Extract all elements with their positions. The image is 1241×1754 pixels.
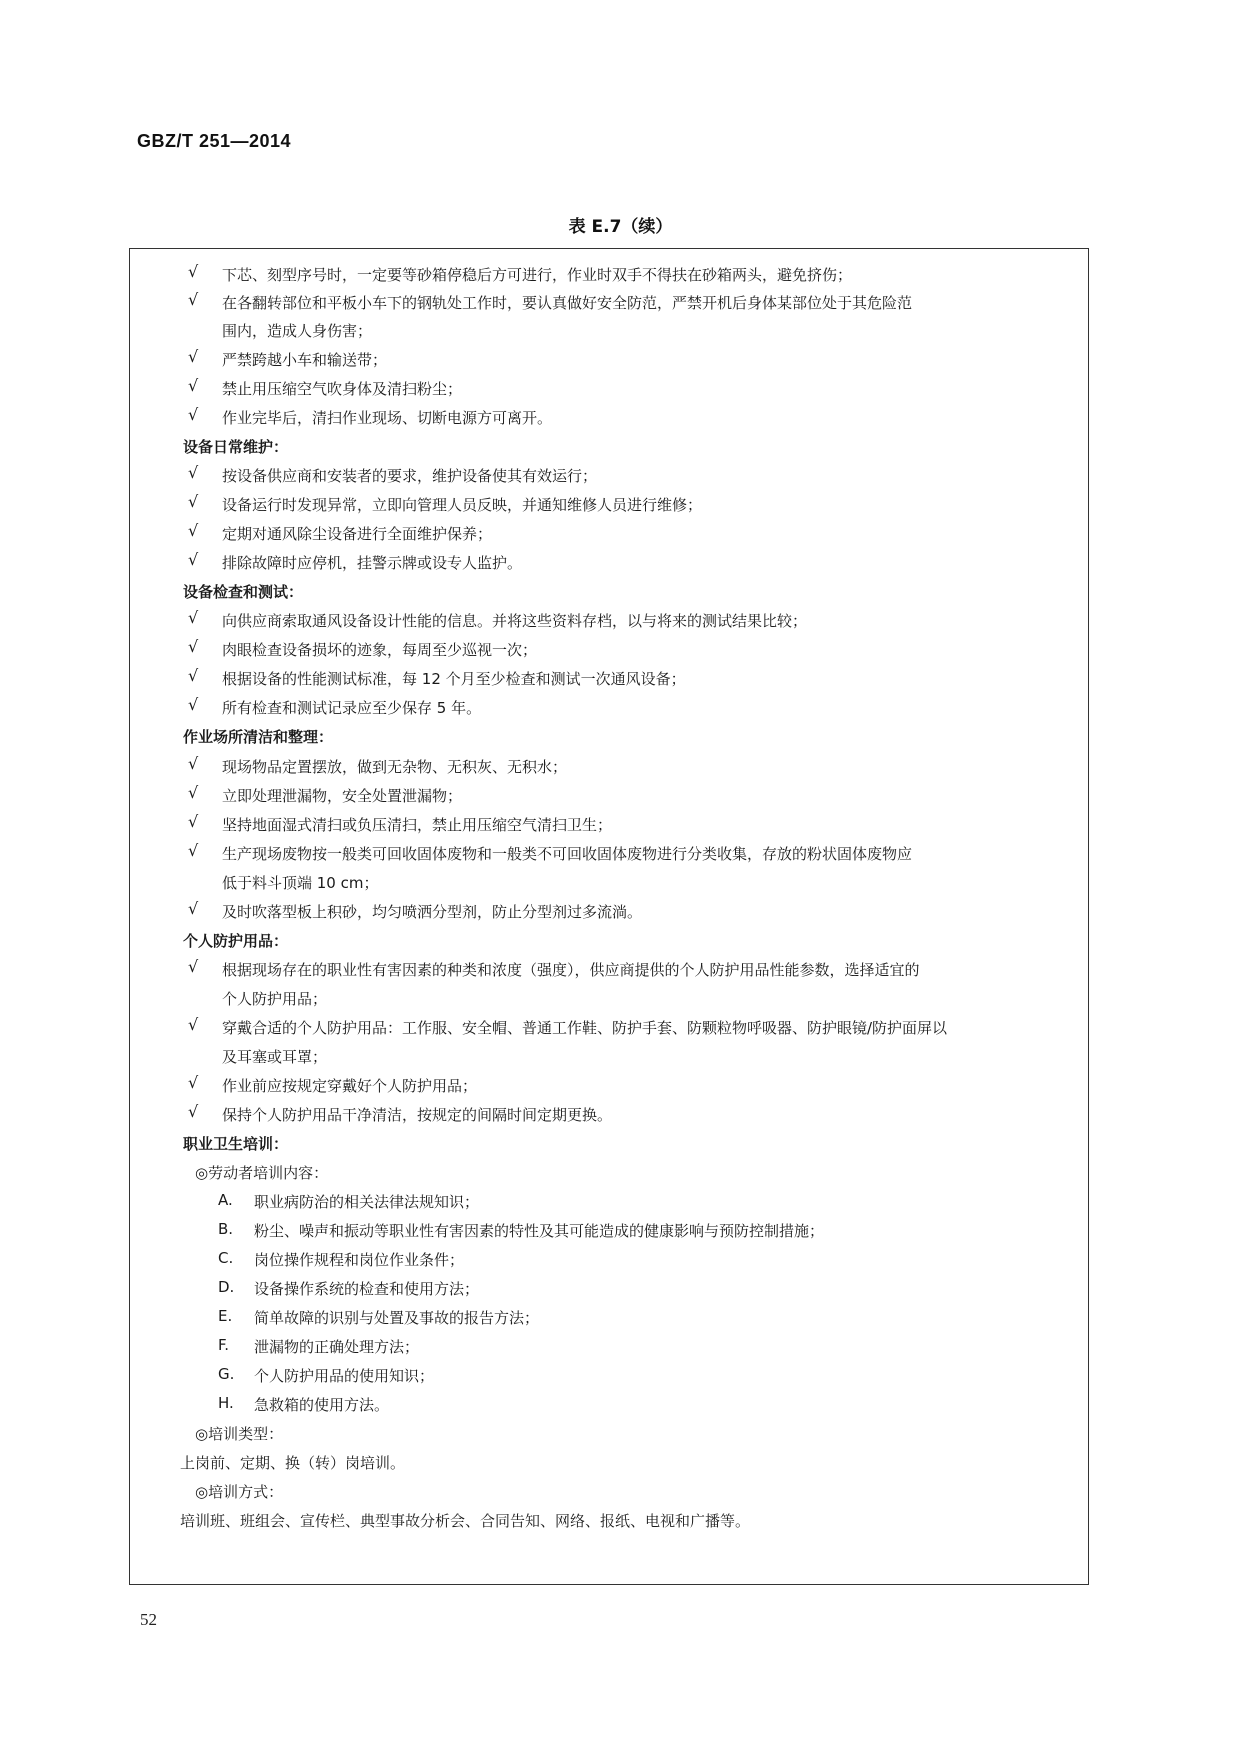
check-mark-icon: √: [188, 754, 199, 773]
check-mark-icon: √: [188, 899, 199, 918]
list-item: 岗位操作规程和岗位作业条件；: [254, 1251, 465, 1269]
list-item: 保持个人防护用品干净清洁，按规定的间隔时间定期更换。: [222, 1106, 613, 1124]
enum-letter: H.: [218, 1394, 234, 1412]
list-item: 简单故障的识别与处置及事故的报告方法；: [254, 1309, 540, 1327]
check-mark-icon: √: [188, 492, 199, 511]
list-item: 粉尘、噪声和振动等职业性有害因素的特性及其可能造成的健康影响与预防控制措施；: [254, 1222, 825, 1240]
list-item: 按设备供应商和安装者的要求，维护设备使其有效运行；: [222, 467, 598, 485]
check-mark-icon: √: [188, 608, 199, 627]
list-item: 设备操作系统的检查和使用方法；: [254, 1280, 480, 1298]
list-item-continuation: 及耳塞或耳罩；: [222, 1048, 328, 1066]
list-item: 个人防护用品的使用知识；: [254, 1367, 435, 1385]
list-item: 立即处理泄漏物，安全处置泄漏物；: [222, 787, 463, 805]
check-mark-icon: √: [188, 405, 199, 424]
list-item-continuation: 个人防护用品；: [222, 990, 328, 1008]
subsection-heading: ◎劳动者培训内容：: [195, 1164, 329, 1182]
list-item: 穿戴合适的个人防护用品：工作服、安全帽、普通工作鞋、防护手套、防颗粒物呼吸器、防护眼镜/防护面屏以: [222, 1019, 948, 1037]
list-item: 生产现场废物按一般类可回收固体废物和一般类不可回收固体废物进行分类收集，存放的粉状固体废物应: [222, 845, 913, 863]
list-item: 肉眼检查设备损坏的迹象，每周至少巡视一次；: [222, 641, 538, 659]
paragraph: 培训班、班组会、宣传栏、典型事故分析会、合同告知、网络、报纸、电视和广播等。: [180, 1512, 751, 1530]
check-mark-icon: √: [188, 290, 199, 309]
list-item: 排除故障时应停机，挂警示牌或设专人监护。: [222, 554, 523, 572]
list-item: 禁止用压缩空气吹身体及清扫粉尘；: [222, 380, 463, 398]
check-mark-icon: √: [188, 841, 199, 860]
section-heading: 设备日常维护：: [183, 438, 289, 456]
check-mark-icon: √: [188, 262, 199, 281]
paragraph: 上岗前、定期、换（转）岗培训。: [180, 1454, 406, 1472]
list-item-continuation: 低于料斗顶端 10 cm；: [222, 874, 379, 892]
section-heading: 作业场所清洁和整理：: [183, 728, 334, 746]
check-mark-icon: √: [188, 463, 199, 482]
list-item: 泄漏物的正确处理方法；: [254, 1338, 420, 1356]
list-item: 作业完毕后，清扫作业现场、切断电源方可离开。: [222, 409, 553, 427]
list-item: 所有检查和测试记录应至少保存 5 年。: [222, 699, 482, 717]
check-mark-icon: √: [188, 783, 199, 802]
enum-letter: E.: [218, 1307, 233, 1325]
check-mark-icon: √: [188, 1102, 199, 1121]
subsection-heading: ◎培训类型：: [195, 1425, 284, 1443]
check-mark-icon: √: [188, 550, 199, 569]
table-title: 表 E.7（续）: [568, 217, 673, 237]
page-number: 52: [140, 1610, 157, 1629]
enum-letter: D.: [218, 1278, 235, 1296]
list-item: 下芯、刻型序号时，一定要等砂箱停稳后方可进行，作业时双手不得扶在砂箱两头，避免挤伤；: [222, 266, 853, 284]
check-mark-icon: √: [188, 695, 199, 714]
list-item: 职业病防治的相关法律法规知识；: [254, 1193, 480, 1211]
section-heading: 设备检查和测试：: [183, 583, 304, 601]
section-heading: 职业卫生培训：: [183, 1135, 289, 1153]
check-mark-icon: √: [188, 666, 199, 685]
check-mark-icon: √: [188, 347, 199, 366]
list-item: 定期对通风除尘设备进行全面维护保养；: [222, 525, 493, 543]
check-mark-icon: √: [188, 1015, 199, 1034]
document-code: GBZ/T 251—2014: [137, 131, 292, 151]
list-item: 设备运行时发现异常，立即向管理人员反映，并通知维修人员进行维修；: [222, 496, 703, 514]
subsection-heading: ◎培训方式：: [195, 1483, 284, 1501]
list-item: 作业前应按规定穿戴好个人防护用品；: [222, 1077, 478, 1095]
list-item-continuation: 围内，造成人身伤害；: [222, 322, 373, 340]
list-item: 根据设备的性能测试标准，每 12 个月至少检查和测试一次通风设备；: [222, 670, 686, 688]
list-item: 坚持地面湿式清扫或负压清扫，禁止用压缩空气清扫卫生；: [222, 816, 613, 834]
list-item: 向供应商索取通风设备设计性能的信息。并将这些资料存档，以与将来的测试结果比较；: [222, 612, 808, 630]
list-item: 根据现场存在的职业性有害因素的种类和浓度（强度），供应商提供的个人防护用品性能参数，选择适宜的: [222, 961, 920, 979]
enum-letter: A.: [218, 1191, 233, 1209]
enum-letter: C.: [218, 1249, 234, 1267]
list-item: 急救箱的使用方法。: [254, 1396, 390, 1414]
enum-letter: B.: [218, 1220, 234, 1238]
list-item: 严禁跨越小车和输送带；: [222, 351, 388, 369]
enum-letter: F.: [218, 1336, 229, 1354]
list-item: 在各翻转部位和平板小车下的钢轨处工作时，要认真做好安全防范，严禁开机后身体某部位处于其危险范: [222, 294, 913, 312]
list-item: 及时吹落型板上积砂，均匀喷洒分型剂，防止分型剂过多流淌。: [222, 903, 643, 921]
check-mark-icon: √: [188, 637, 199, 656]
enum-letter: G.: [218, 1365, 235, 1383]
check-mark-icon: √: [188, 376, 199, 395]
check-mark-icon: √: [188, 957, 199, 976]
check-mark-icon: √: [188, 521, 199, 540]
check-mark-icon: √: [188, 1073, 199, 1092]
check-mark-icon: √: [188, 812, 199, 831]
list-item: 现场物品定置摆放，做到无杂物、无积灰、无积水；: [222, 758, 568, 776]
section-heading: 个人防护用品：: [183, 932, 289, 950]
